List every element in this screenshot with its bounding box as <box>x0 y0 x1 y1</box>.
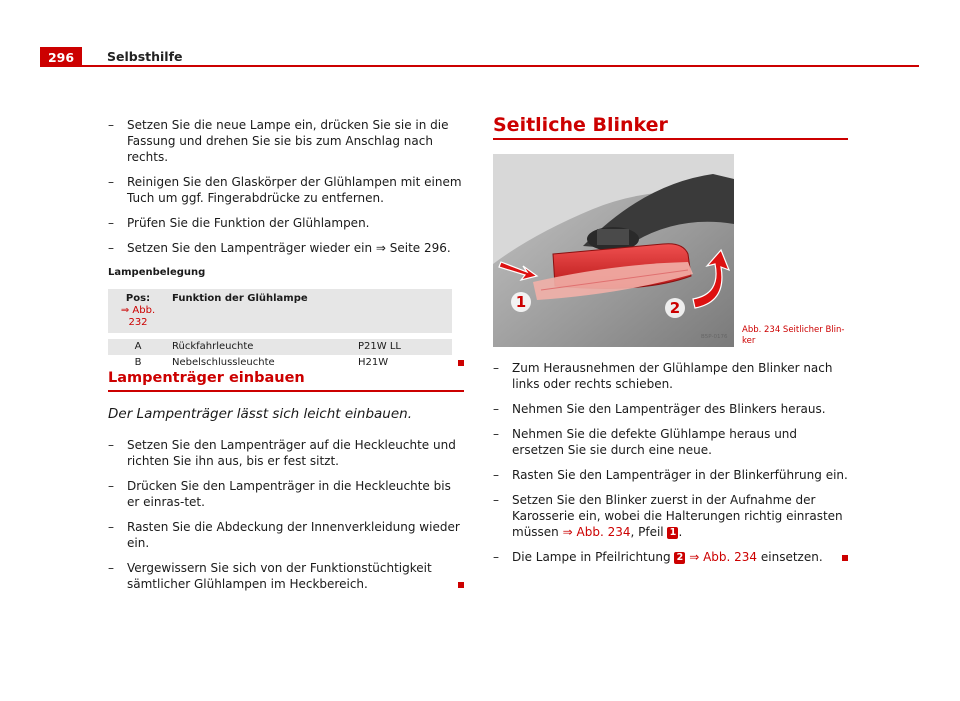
section-end-mark <box>458 582 464 588</box>
list-item: – Die Lampe in Pfeilrichtung 2 ⇒ Abb. 234 einsetzen. <box>493 549 848 565</box>
blinker-illustration <box>493 154 734 347</box>
figure-reference-link[interactable]: ⇒ Abb. 232 <box>120 305 156 328</box>
figure-code: B5P-0176 <box>701 334 728 340</box>
section-end-mark <box>458 360 464 366</box>
page-header <box>40 47 919 67</box>
list-item: – Vergewissern Sie sich von der Funktionstüchtigkeit sämtlicher Glühlampen im Heckbereich. <box>108 560 464 592</box>
figure-caption: Abb. 234 Seitlicher Blin-ker <box>742 325 845 346</box>
table-header-row <box>108 289 452 333</box>
install-section <box>108 370 464 601</box>
list-item: – Setzen Sie die neue Lampe ein, drücken Sie sie in die Fassung und drehen Sie sie bis zum Anschlag nach rechts. <box>108 117 464 165</box>
arrow-2-badge: 2 <box>674 552 685 564</box>
blinker-figure <box>493 154 734 347</box>
left-column <box>108 117 464 371</box>
column-header-function: Funktion der Glühlampe <box>168 289 452 333</box>
list-item: – Zum Herausnehmen der Glühlampe den Blinker nach links oder rechts schieben. <box>493 360 848 392</box>
list-item: – Reinigen Sie den Glaskörper der Glühlampen mit einem Tuch um ggf. Fingerabdrücke zu entfernen. <box>108 174 464 206</box>
list-item: – Setzen Sie den Lampenträger auf die Heckleuchte und richten Sie ihn aus, bis er fest sitzt. <box>108 437 464 469</box>
section-rule <box>493 138 848 140</box>
table-row: B Nebelschlussleuchte H21W <box>134 357 389 368</box>
list-item: – Drücken Sie den Lampenträger in die Heckleuchte bis er einras-tet. <box>108 478 464 510</box>
figure-reference-link[interactable]: ⇒ Abb. 234 <box>562 525 631 539</box>
list-item: – Rasten Sie die Abdeckung der Innenverkleidung wieder ein. <box>108 519 464 551</box>
list-item: – Setzen Sie den Lampenträger wieder ein ⇒ Seite 296. <box>108 240 464 256</box>
arrow-1-badge: 1 <box>667 527 678 539</box>
section-rule <box>108 390 464 392</box>
page-reference-link[interactable]: ⇒ Seite 296 <box>375 241 447 255</box>
list-item: – Rasten Sie den Lampenträger in der Blinkerführung ein. <box>493 467 848 483</box>
figure-label-2: 2 <box>669 299 681 317</box>
table-row: A Rückfahrleuchte P21W LL <box>108 339 452 355</box>
section-end-mark <box>842 555 848 561</box>
list-item: – Nehmen Sie den Lampenträger des Blinkers heraus. <box>493 401 848 417</box>
lamp-table <box>108 289 452 371</box>
list-item: – Setzen Sie den Blinker zuerst in der Aufnahme der Karosserie ein, wobei die Halterungen richtig einrasten müssen ⇒ Abb. 234, Pfeil 1 . <box>493 492 848 540</box>
column-header-pos: Pos: ⇒ Abb. 232 <box>108 289 168 333</box>
list-item: – Prüfen Sie die Funktion der Glühlampen. <box>108 215 464 231</box>
chapter-title: Selbsthilfe <box>107 49 183 64</box>
page-number: 296 <box>40 47 82 67</box>
section-title: Lampenträger einbauen <box>108 370 305 386</box>
figure-reference-link[interactable]: ⇒ Abb. 234 <box>685 550 758 564</box>
section-subtitle: Der Lampenträger lässt sich leicht einbauen. <box>108 405 413 422</box>
header-rule <box>82 65 919 67</box>
section-title-blinker: Seitliche Blinker <box>493 114 668 136</box>
right-column-text <box>493 360 848 574</box>
table-caption: Lampenbelegung <box>108 267 206 278</box>
list-item: – Nehmen Sie die defekte Glühlampe heraus und ersetzen Sie sie durch eine neue. <box>493 426 848 458</box>
figure-label-1: 1 <box>515 293 527 311</box>
